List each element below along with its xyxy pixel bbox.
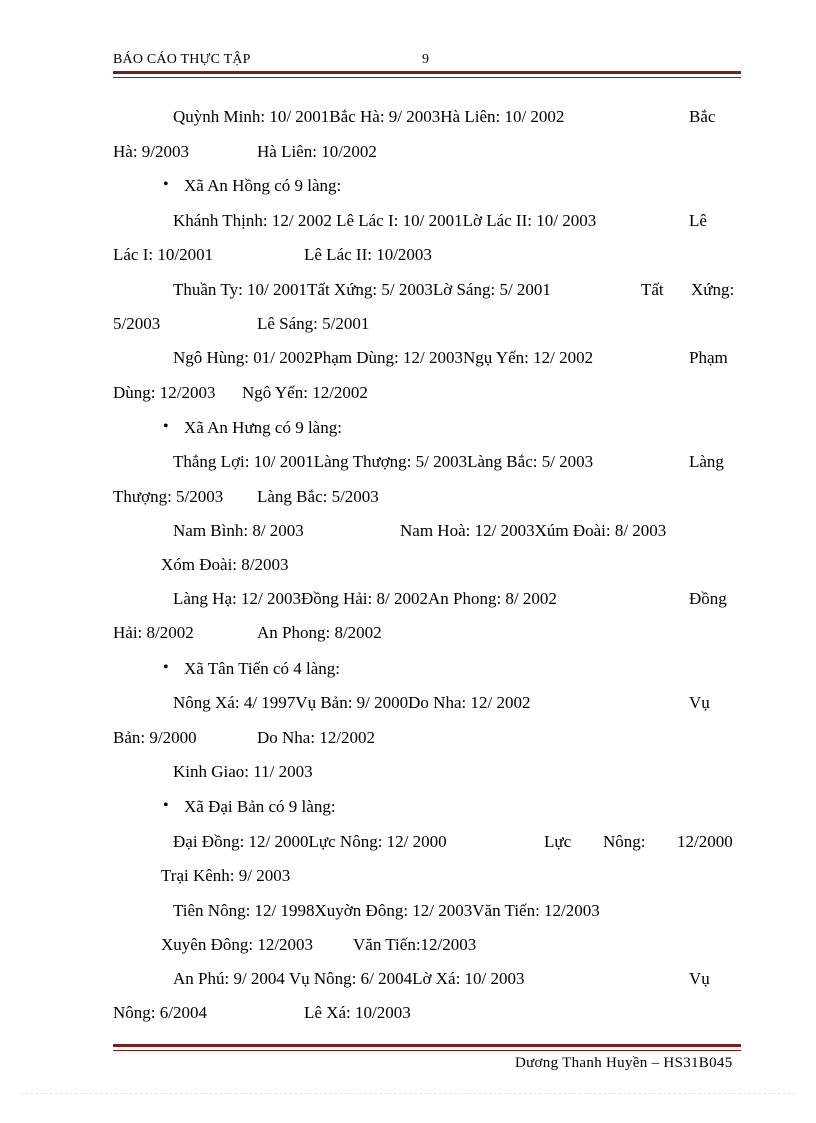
footer-rule-thick <box>113 1044 741 1047</box>
footer-author: Dương Thanh Huyền – HS31B045 <box>515 1055 733 1071</box>
header-title: BÁO CÁO THỰC TẬP <box>113 52 251 67</box>
header-rule-thin <box>113 77 741 78</box>
text-line: Lực <box>544 832 572 851</box>
text-line: Phạm <box>689 348 728 367</box>
text-line: Thắng Lợi: 10/ 2001Làng Thượng: 5/ 2003Làng Bắc: 5/ 2003 <box>173 452 594 471</box>
text-line: Lê Xá: 10/2003 <box>304 1003 411 1022</box>
text-line: Bản: 9/2000 <box>113 728 197 747</box>
text-line: An Phú: 9/ 2004 Vụ Nông: 6/ 2004Lờ Xá: 10/ 2003 <box>173 969 525 988</box>
text-line: Xuyên Đông: 12/2003 <box>161 935 314 954</box>
footer-rule-thin <box>113 1050 741 1051</box>
bullet-commune-dai-ban: • Xã Đại Bản có 9 làng: <box>184 797 336 817</box>
bullet-commune-tan-tien: • Xã Tân Tiến có 4 làng: <box>184 659 340 679</box>
text-line: Nông Xá: 4/ 1997Vụ Bản: 9/ 2000Do Nha: 12/ 2002 <box>173 693 531 712</box>
text-line: Tất <box>641 280 664 299</box>
text-line: Quỳnh Minh: 10/ 2001Bắc Hà: 9/ 2003Hà Liên: 10/ 2002 <box>173 107 565 126</box>
text-line: Ngô Yến: 12/2002 <box>242 383 368 402</box>
text-line: Tiên Nông: 12/ 1998Xuyờn Đông: 12/ 2003Văn Tiến: 12/2003 <box>173 901 600 920</box>
text-line: Kinh Giao: 11/ 2003 <box>173 762 313 781</box>
text-line: Lê Lác II: 10/2003 <box>304 245 432 264</box>
text-line: Vụ <box>689 693 710 712</box>
text-line: Do Nha: 12/2002 <box>257 728 376 747</box>
text-line: An Phong: 8/2002 <box>257 623 382 642</box>
text-line: Lê Sáng: 5/2001 <box>257 314 370 333</box>
text-line: Nông: <box>603 832 646 851</box>
text-line: Đại Đồng: 12/ 2000Lực Nông: 12/ 2000 <box>173 832 447 851</box>
page-number: 9 <box>422 52 429 67</box>
text-line: Văn Tiến:12/2003 <box>353 935 477 954</box>
text-line: Lác I: 10/2001 <box>113 245 214 264</box>
text-line: Hải: 8/2002 <box>113 623 194 642</box>
text-line: Lê <box>689 211 707 230</box>
text-line: Làng <box>689 452 724 471</box>
text-line: Ngô Hùng: 01/ 2002Phạm Dùng: 12/ 2003Ngụ Yến: 12/ 2002 <box>173 348 594 367</box>
header-rule-thick <box>113 71 741 74</box>
text-line: Nam Bình: 8/ 2003 <box>173 521 304 540</box>
text-line: Vụ <box>689 969 710 988</box>
text-line: Khánh Thịnh: 12/ 2002 Lê Lác I: 10/ 2001Lờ Lác II: 10/ 2003 <box>173 211 597 230</box>
text-line: 5/2003 <box>113 314 161 333</box>
bullet-commune-an-hong: • Xã An Hồng có 9 làng: <box>184 176 341 196</box>
bullet-commune-an-hung: • Xã An Hưng có 9 làng: <box>184 418 342 438</box>
text-line: Thượng: 5/2003 <box>113 487 224 506</box>
text-line: Xóm Đoài: 8/2003 <box>161 555 289 574</box>
text-line: Làng Bắc: 5/2003 <box>257 487 379 506</box>
text-line: Nông: 6/2004 <box>113 1003 207 1022</box>
text-line: Xứng: <box>691 280 735 299</box>
text-line: Thuần Ty: 10/ 2001Tất Xứng: 5/ 2003Lờ Sáng: 5/ 2001 <box>173 280 551 299</box>
text-line: Dùng: 12/2003 <box>113 383 216 402</box>
text-line: 12/2000 <box>677 832 733 851</box>
text-line: Hà: 9/2003 <box>113 142 190 161</box>
page-edge-divider <box>20 1093 796 1094</box>
text-line: Làng Hạ: 12/ 2003Đồng Hải: 8/ 2002An Phong: 8/ 2002 <box>173 589 557 608</box>
text-line: Trại Kênh: 9/ 2003 <box>161 866 291 885</box>
text-line: Đồng <box>689 589 727 608</box>
text-line: Nam Hoà: 12/ 2003Xúm Đoài: 8/ 2003 <box>400 521 667 540</box>
text-line: Hà Liên: 10/2002 <box>257 142 377 161</box>
text-line: Bắc <box>689 107 716 126</box>
